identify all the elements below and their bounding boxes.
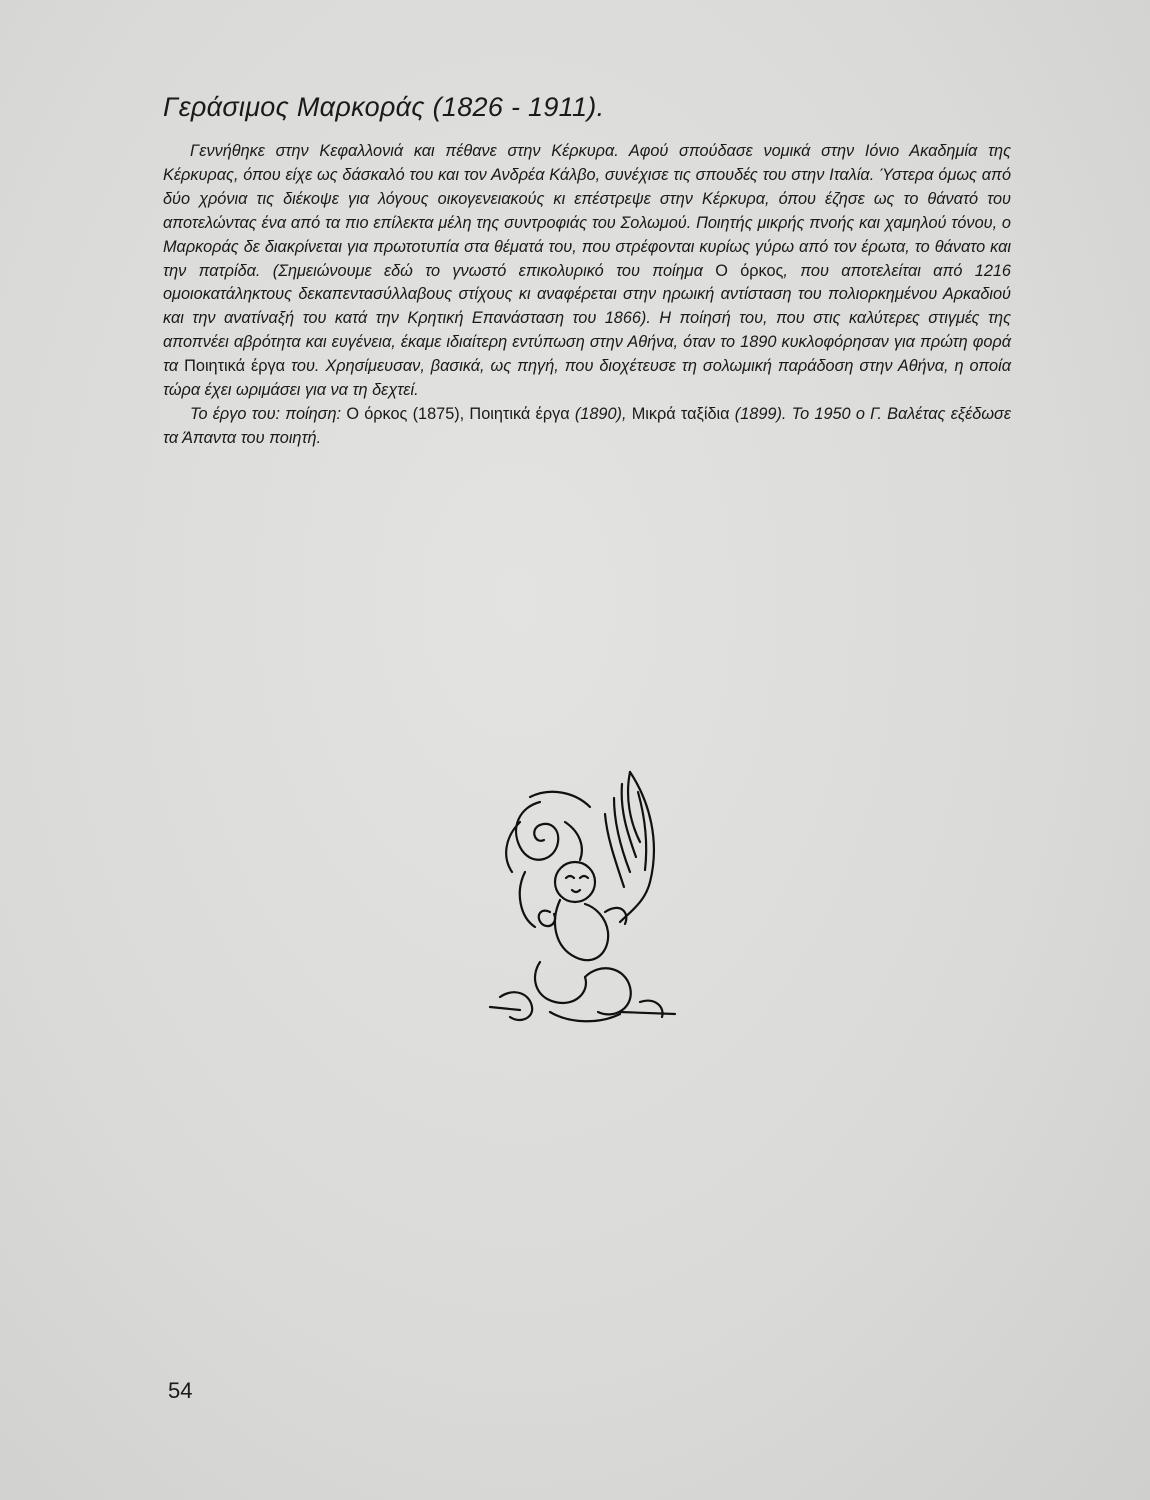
poem-title-works: Ποιητικά έργα — [184, 357, 286, 376]
works-end: (1899). Το 1950 ο Γ. Βαλέτας εξέδωσε τα Άπαντα του ποιητή. — [163, 404, 1011, 447]
work-year: (1890), — [569, 404, 632, 423]
work-small-trips: Μικρά ταξίδια — [631, 404, 730, 423]
paragraph-part-2: , που αποτελείται από 1216 ομοιοκατάληκτους δεκαπεντασύλλαβους στίχους κι αναφέρεται στην ηρωική αντίσταση του πολιορκημένου Αρκαδιού και την ανατίναξή του κατά την Κρητική Επανάσταση του 1866). Η ποίησή του, που στις καλύτερες στιγμές της αποπνέει αβρότητα και ευγένεια, έκαμε ιδιαίτερη εντύπωση στην Αθήνα, όταν το 1890 κυκλοφόρησαν για πρώτη φορά τα — [163, 261, 1011, 376]
paragraph-part-1: Γεννήθηκε στην Κεφαλλονιά και πέθανε στην Κέρκυρα. Αφού σπούδασε νομικά στην Ιόνιο Ακαδημία της Κέρκυρας, όπου είχε ως δάσκαλό του και τον Ανδρέα Κάλβο, συνέχισε τις σπουδές του στην Ιταλία. Ύστερα όμως από δύο χρόνια τις διέκοψε για λόγους οικογενειακούς κι επέστρεψε στην Κέρκυρα, όπου έζησε ως το θάνατό του αποτελώντας ένα από τα πιο επίλεκτα μέλη της συντροφιάς του Σολωμού. Ποιητής μικρής πνοής και χαμηλού τόνου, ο Μαρκοράς δε διακρίνεται για πρωτοτυπία στα θέματά του, που στρέφονται κυρίως γύρω από τον έρωτα, το θάνατο και την πατρίδα. (Σημειώνουμε εδώ το γνωστό επικολυρικό του ποίημα — [163, 142, 1011, 280]
cherub-ornament-icon — [480, 762, 690, 1032]
biography-paragraph — [163, 140, 1011, 403]
works-intro: Το έργο του: ποίηση: — [190, 404, 347, 423]
work-oath: Ο όρκος (1875), Ποιητικά έργα — [346, 404, 570, 423]
works-paragraph — [163, 403, 1011, 451]
biography-text — [163, 140, 1011, 451]
page-title: Γεράσιμος Μαρκοράς (1826 - 1911). — [163, 92, 605, 122]
page-number: 54 — [168, 1378, 193, 1403]
poem-title-oath: Ο όρκος — [715, 261, 784, 280]
paragraph-part-3: του. Χρησίμευσαν, βασικά, ως πηγή, που διοχέτευσε τη σολωμική παράδοση στην Αθήνα, η οποία τώρα έχει ωριμάσει για να τη δεχτεί. — [163, 357, 1011, 400]
